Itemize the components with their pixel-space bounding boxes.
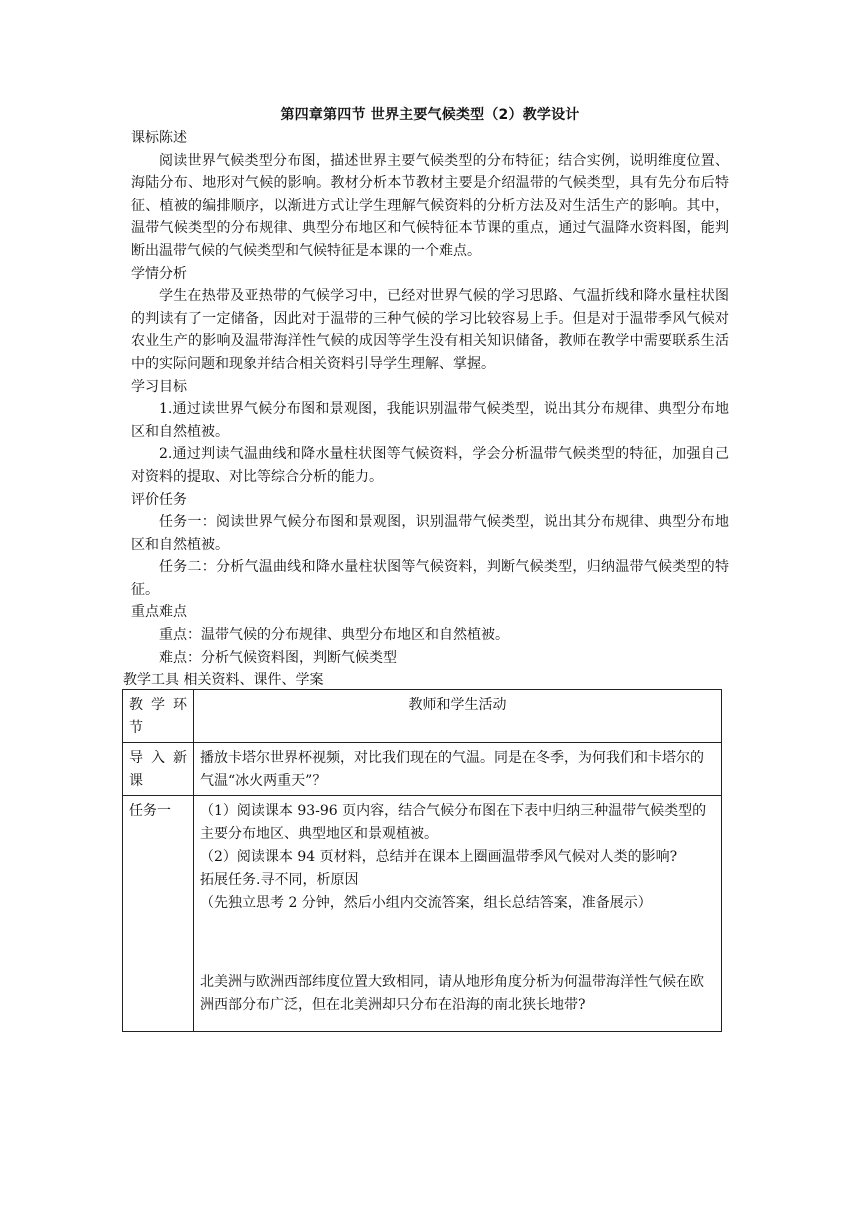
table-header-segment: 教 学 环 节 <box>123 690 194 743</box>
document-body <box>123 127 729 692</box>
section-heading-learner: 学情分析 <box>131 265 187 282</box>
assessment-item: 任务一：阅读世界气候分布图和景观图，识别温带气候类型，说出其分布规律、典型分布地区和自然植被。 <box>131 514 729 553</box>
goal-item: 2.通过判读气温曲线和降水量柱状图等气候资料，学会分析温带气候类型的特征，加强自己对资料的提取、对比等综合分析的能力。 <box>131 446 729 485</box>
activity-line: （2）阅读课本 94 页材料，总结并在课本上圈画温带季风气候对人类的影响? <box>200 849 678 865</box>
teaching-tools: 教学工具 相关资料、课件、学案 <box>123 672 324 689</box>
table-header-activity: 教师和学生活动 <box>194 690 722 743</box>
lesson-table <box>122 689 722 1032</box>
assessment-item: 任务二：分析气温曲线和降水量柱状图等气候资料，判断气候类型，归纳温带气候类型的特征。 <box>131 559 729 598</box>
learner-paragraph: 学生在热带及亚热带的气候学习中，已经对世界气候的学习思路、气温折线和降水量柱状图的判读有了一定储备，因此对于温带的三种气候的学习比较容易上手。但是对于温带季风气候对农业生产的影响及温带海洋性气候的成因等学生没有相关知识储备，教师在教学中需要联系生活中的实际问题和现象并结合相关资料引导学生理解、掌握。 <box>131 288 729 372</box>
section-heading-focus: 重点难点 <box>131 604 187 621</box>
table-cell-activity <box>194 743 722 796</box>
activity-line: 播放卡塔尔世界杯视频，对比我们现在的气温。同是在冬季，为何我们和卡塔尔的气温“冰火两重天”？ <box>200 750 704 789</box>
table-row <box>123 743 722 796</box>
table-cell-segment: 导 入 新 课 <box>123 743 194 796</box>
goal-item: 1.通过读世界气候分布图和景观图，我能识别温带气候类型，说出其分布规律、典型分布地区和自然植被。 <box>131 401 729 440</box>
section-heading-curriculum: 课标陈述 <box>131 130 187 146</box>
curriculum-paragraph: 阅读世界气候类型分布图，描述世界主要气候类型的分布特征；结合实例，说明维度位置、海陆分布、地形对气候的影响。教材分析本节教材主要是介绍温带的气候类型，具有先分布后特征、植被的编排顺序，以渐进方式让学生理解气候资料的分析方法及对生活生产的影响。其中，温带气候类型的分布规律、典型分布地区和气候特征本节课的重点，通过气温降水资料图，能判断出温带气候的气候类型和气候特征是本课的一个难点。 <box>131 152 729 259</box>
focus-difficulty: 难点：分析气候资料图，判断气候类型 <box>159 649 397 666</box>
table-cell-activity <box>194 796 722 1032</box>
section-heading-assessment: 评价任务 <box>131 491 187 508</box>
table-header-row <box>123 690 722 743</box>
activity-line: （先独立思考 2 分钟，然后小组内交流答案，组长总结答案，准备展示） <box>200 895 652 911</box>
focus-key: 重点：温带气候的分布规律、典型分布地区和自然植被。 <box>159 627 509 644</box>
document-title: 第四章第四节 世界主要气候类型（2）教学设计 <box>280 107 580 123</box>
activity-line: （1）阅读课本 93-96 页内容，结合气候分布图在下表中归纳三种温带气候类型的主要分布地区、典型地区和景观植被。 <box>200 803 707 842</box>
activity-line: 北美洲与欧洲西部纬度位置大致相同，请从地形角度分析为何温带海洋性气候在欧洲西部分布广泛，但在北美洲却只分布在沿海的南北狭长地带? <box>200 974 704 1013</box>
section-heading-goals: 学习目标 <box>131 378 187 395</box>
table-row <box>123 796 722 1032</box>
table-cell-segment: 任务一 <box>123 796 194 1032</box>
activity-line: 拓展任务.寻不同，析原因 <box>200 872 359 888</box>
blank-space <box>200 915 715 971</box>
